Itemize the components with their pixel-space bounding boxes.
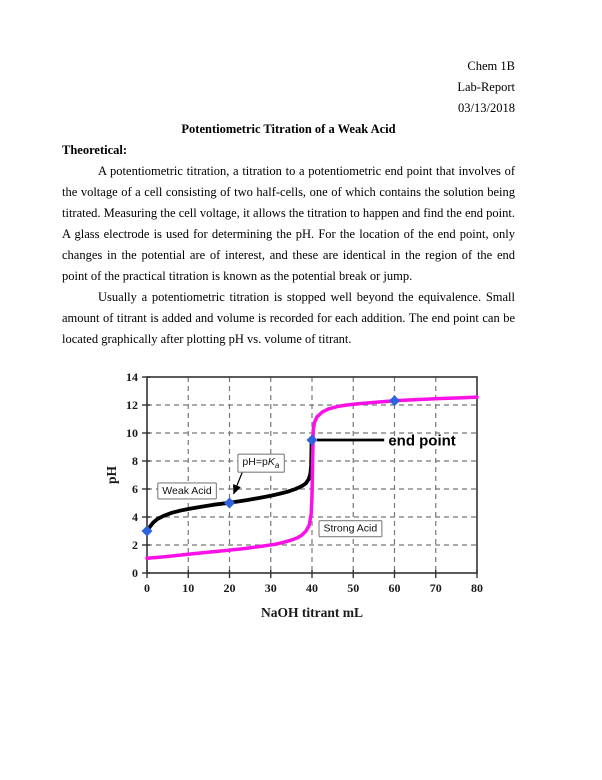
x-tick-label: 40 — [306, 581, 318, 595]
x-tick-label: 80 — [471, 581, 483, 595]
x-tick-label: 70 — [429, 581, 442, 595]
header-date: 03/13/2018 — [458, 101, 515, 115]
header-course: Chem 1B — [467, 59, 515, 73]
document-title: Potentiometric Titration of a Weak Acid — [181, 122, 396, 136]
y-axis-label: pH — [104, 465, 119, 485]
x-tick-label: 0 — [144, 581, 150, 595]
end-point-label: end point — [388, 432, 456, 450]
ph-pka-label-arrow — [234, 470, 243, 494]
titration-chart — [103, 367, 523, 625]
strong-acid-label: Strong Acid — [323, 522, 378, 535]
x-tick-label: 30 — [264, 581, 277, 595]
y-tick-label: 4 — [132, 510, 138, 524]
y-tick-label: 0 — [132, 566, 138, 580]
x-axis-label: NaOH titrant mL — [261, 605, 363, 620]
data-point-marker — [307, 435, 318, 446]
x-tick-label: 10 — [182, 581, 195, 595]
data-point-marker — [224, 498, 235, 509]
y-tick-label: 14 — [126, 370, 138, 384]
ph-pka-label: $pH=pK_a$ — [242, 456, 280, 471]
y-tick-label: 10 — [126, 426, 138, 440]
y-tick-label: 6 — [132, 482, 138, 496]
paragraph-theoretical-2: Usually a potentiometric titration is stopped well beyond the equivalence. Small amount of titrant is added and volume is recorded for each addition. The end point can be located graphically after plotting pH vs. volume of titrant. — [62, 290, 515, 346]
x-tick-label: 20 — [223, 581, 236, 595]
x-tick-label: 50 — [347, 581, 360, 595]
weak-acid-label: Weak Acid — [162, 484, 212, 497]
section-heading: Theoretical: — [62, 143, 128, 157]
y-tick-label: 2 — [132, 538, 138, 552]
titration-chart-figure — [103, 367, 523, 630]
y-tick-label: 12 — [126, 398, 138, 412]
document-header — [62, 56, 515, 119]
y-tick-label: 8 — [132, 454, 138, 468]
paragraph-theoretical-1: A potentiometric titration, a titration to a potentiometric end point that involves of the voltage of a cell consisting of two half-cells, one of which contains the solution being titrated. Measuring the cell voltage, it allows the titration to happen and find the end point. A glass electrode is used for determining the pH. For the location of the end point, only changes in the potential are of interest, and these are identical in the region of the end point of the practical titration is known as the potential break or jump. — [62, 164, 515, 283]
header-doc-type: Lab-Report — [457, 80, 515, 94]
x-tick-label: 60 — [388, 581, 401, 595]
